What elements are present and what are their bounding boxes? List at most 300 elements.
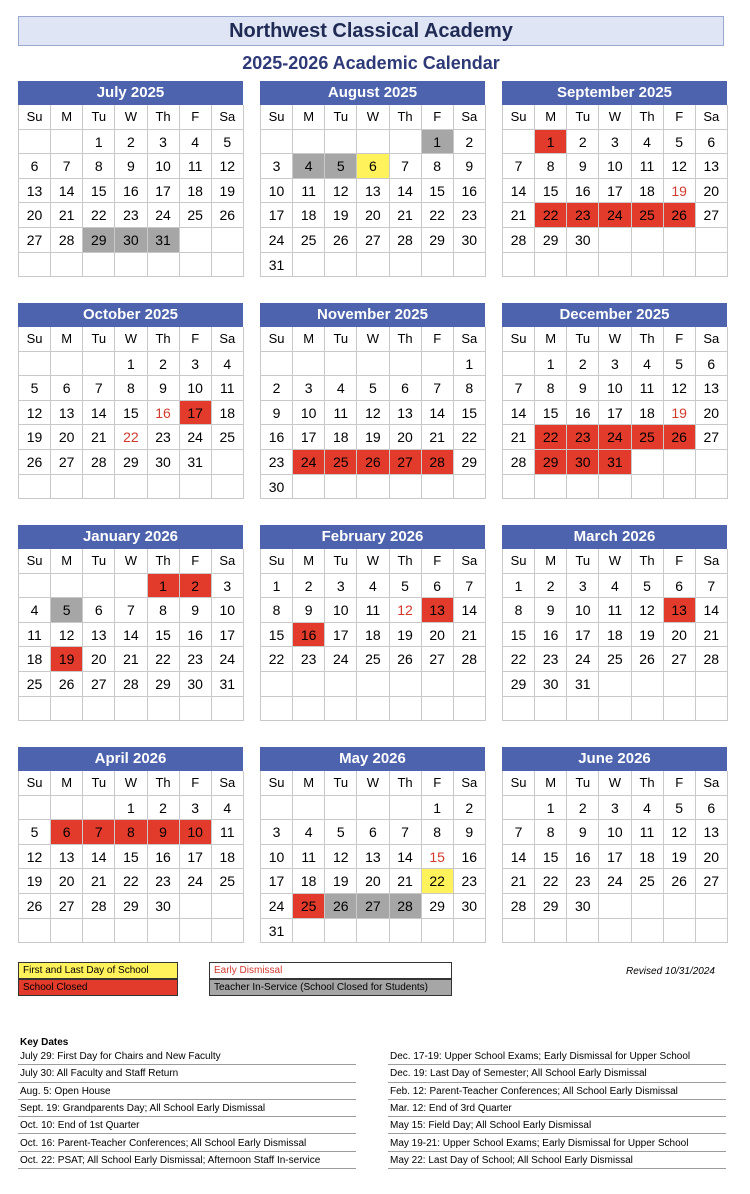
day-cell: 24 bbox=[212, 647, 244, 672]
empty-cell bbox=[325, 352, 357, 377]
day-cell: 27 bbox=[51, 894, 83, 919]
day-cell: 30 bbox=[115, 228, 147, 253]
day-cell: 12 bbox=[390, 598, 422, 623]
day-cell: 26 bbox=[325, 228, 357, 253]
legend-closed: School Closed bbox=[18, 979, 178, 996]
empty-cell bbox=[422, 697, 454, 722]
empty-cell bbox=[696, 228, 728, 253]
day-cell: 25 bbox=[632, 425, 664, 450]
day-cell: 13 bbox=[696, 154, 728, 179]
day-cell: 12 bbox=[664, 376, 696, 401]
day-cell: 7 bbox=[390, 154, 422, 179]
day-cell: 13 bbox=[422, 598, 454, 623]
day-cell: 30 bbox=[148, 450, 180, 475]
day-cell: 17 bbox=[180, 401, 212, 426]
empty-cell bbox=[567, 253, 599, 278]
month-title: September 2025 bbox=[502, 81, 727, 105]
day-cell: 6 bbox=[83, 598, 115, 623]
day-cell: 10 bbox=[261, 845, 293, 870]
day-cell: 28 bbox=[503, 228, 535, 253]
empty-cell bbox=[212, 894, 244, 919]
day-cell: 1 bbox=[115, 796, 147, 821]
empty-cell bbox=[83, 919, 115, 944]
weekday-label: Sa bbox=[454, 549, 486, 574]
weekday-label: Su bbox=[503, 771, 535, 796]
day-cell: 13 bbox=[19, 179, 51, 204]
weekday-label: Sa bbox=[212, 105, 244, 130]
day-cell: 16 bbox=[148, 845, 180, 870]
day-cell: 14 bbox=[503, 401, 535, 426]
day-cell: 19 bbox=[357, 425, 389, 450]
day-cell: 1 bbox=[503, 574, 535, 599]
day-cell: 22 bbox=[503, 647, 535, 672]
empty-cell bbox=[261, 672, 293, 697]
day-cell: 27 bbox=[696, 203, 728, 228]
day-cell: 14 bbox=[422, 401, 454, 426]
day-cell: 23 bbox=[567, 203, 599, 228]
day-cell: 20 bbox=[696, 845, 728, 870]
month-calendar bbox=[18, 525, 243, 721]
weekday-label: Th bbox=[148, 771, 180, 796]
empty-cell bbox=[115, 574, 147, 599]
day-cell: 4 bbox=[632, 796, 664, 821]
day-cell: 13 bbox=[664, 598, 696, 623]
weekday-label: Su bbox=[503, 327, 535, 352]
day-cell: 6 bbox=[696, 352, 728, 377]
empty-cell bbox=[148, 697, 180, 722]
day-cell: 13 bbox=[357, 179, 389, 204]
empty-cell bbox=[664, 450, 696, 475]
empty-cell bbox=[390, 253, 422, 278]
page-subtitle: 2025-2026 Academic Calendar bbox=[242, 53, 500, 73]
empty-cell bbox=[83, 352, 115, 377]
weekday-label: Su bbox=[261, 105, 293, 130]
weekday-label: Su bbox=[261, 771, 293, 796]
day-cell: 2 bbox=[567, 352, 599, 377]
day-cell: 2 bbox=[454, 130, 486, 155]
day-cell: 21 bbox=[503, 425, 535, 450]
day-cell: 24 bbox=[261, 228, 293, 253]
day-cell: 15 bbox=[115, 845, 147, 870]
day-cell: 6 bbox=[357, 154, 389, 179]
day-cell: 4 bbox=[599, 574, 631, 599]
day-cell: 7 bbox=[503, 820, 535, 845]
empty-cell bbox=[664, 919, 696, 944]
day-cell: 20 bbox=[51, 869, 83, 894]
day-cell: 20 bbox=[83, 647, 115, 672]
day-cell: 19 bbox=[19, 425, 51, 450]
weekday-label: Su bbox=[261, 327, 293, 352]
empty-cell bbox=[19, 253, 51, 278]
empty-cell bbox=[454, 475, 486, 500]
day-cell: 6 bbox=[696, 796, 728, 821]
day-cell: 21 bbox=[696, 623, 728, 648]
day-cell: 16 bbox=[567, 401, 599, 426]
day-cell: 26 bbox=[51, 672, 83, 697]
empty-cell bbox=[19, 475, 51, 500]
day-cell: 23 bbox=[454, 203, 486, 228]
day-cell: 14 bbox=[696, 598, 728, 623]
empty-cell bbox=[632, 672, 664, 697]
empty-cell bbox=[148, 919, 180, 944]
day-cell: 24 bbox=[599, 869, 631, 894]
day-cell: 21 bbox=[454, 623, 486, 648]
revised-date: Revised 10/31/2024 bbox=[626, 966, 715, 977]
empty-cell bbox=[115, 475, 147, 500]
day-cell: 8 bbox=[535, 154, 567, 179]
day-cell: 22 bbox=[83, 203, 115, 228]
weekday-label: F bbox=[664, 327, 696, 352]
day-cell: 24 bbox=[180, 869, 212, 894]
day-cell: 26 bbox=[357, 450, 389, 475]
day-cell: 9 bbox=[567, 376, 599, 401]
empty-cell bbox=[51, 574, 83, 599]
day-cell: 31 bbox=[599, 450, 631, 475]
empty-cell bbox=[325, 253, 357, 278]
weekday-label: W bbox=[357, 105, 389, 130]
empty-cell bbox=[293, 130, 325, 155]
empty-cell bbox=[51, 919, 83, 944]
empty-cell bbox=[180, 697, 212, 722]
day-cell: 2 bbox=[567, 130, 599, 155]
empty-cell bbox=[83, 475, 115, 500]
empty-cell bbox=[632, 894, 664, 919]
empty-cell bbox=[422, 475, 454, 500]
day-cell: 3 bbox=[180, 796, 212, 821]
empty-cell bbox=[503, 475, 535, 500]
day-cell: 5 bbox=[51, 598, 83, 623]
day-cell: 24 bbox=[325, 647, 357, 672]
empty-cell bbox=[293, 697, 325, 722]
key-date-item: Aug. 5: Open House bbox=[18, 1083, 356, 1100]
day-cell: 5 bbox=[664, 352, 696, 377]
empty-cell bbox=[325, 796, 357, 821]
day-cell: 16 bbox=[115, 179, 147, 204]
day-cell: 17 bbox=[567, 623, 599, 648]
empty-cell bbox=[696, 450, 728, 475]
day-cell: 31 bbox=[180, 450, 212, 475]
day-cell: 12 bbox=[664, 154, 696, 179]
day-cell: 9 bbox=[454, 820, 486, 845]
day-cell: 29 bbox=[148, 672, 180, 697]
key-date-item: July 30: All Faculty and Staff Return bbox=[18, 1065, 356, 1082]
weekday-label: Th bbox=[148, 105, 180, 130]
day-cell: 30 bbox=[261, 475, 293, 500]
weekday-label: Sa bbox=[212, 771, 244, 796]
day-cell: 25 bbox=[599, 647, 631, 672]
weekday-label: F bbox=[180, 327, 212, 352]
empty-cell bbox=[212, 450, 244, 475]
weekday-label: Sa bbox=[696, 105, 728, 130]
day-cell: 22 bbox=[535, 425, 567, 450]
day-cell: 15 bbox=[422, 845, 454, 870]
day-cell: 26 bbox=[632, 647, 664, 672]
day-cell: 17 bbox=[599, 179, 631, 204]
day-cell: 18 bbox=[357, 623, 389, 648]
day-cell: 16 bbox=[567, 845, 599, 870]
empty-cell bbox=[664, 253, 696, 278]
day-cell: 22 bbox=[115, 869, 147, 894]
empty-cell bbox=[696, 697, 728, 722]
empty-cell bbox=[632, 697, 664, 722]
legend-first-last: First and Last Day of School bbox=[18, 962, 178, 979]
day-cell: 24 bbox=[293, 450, 325, 475]
weekday-label: W bbox=[115, 549, 147, 574]
weekday-label: F bbox=[664, 549, 696, 574]
day-cell: 18 bbox=[632, 845, 664, 870]
day-cell: 2 bbox=[148, 352, 180, 377]
day-cell: 4 bbox=[357, 574, 389, 599]
day-cell: 3 bbox=[261, 820, 293, 845]
weekday-label: Tu bbox=[325, 105, 357, 130]
weekday-label: F bbox=[422, 327, 454, 352]
month-calendar bbox=[18, 303, 243, 499]
day-cell: 17 bbox=[148, 179, 180, 204]
month-title: December 2025 bbox=[502, 303, 727, 327]
month-calendar bbox=[260, 747, 485, 943]
empty-cell bbox=[51, 253, 83, 278]
day-cell: 31 bbox=[261, 919, 293, 944]
empty-cell bbox=[212, 253, 244, 278]
day-cell: 27 bbox=[696, 425, 728, 450]
weekday-label: Sa bbox=[454, 327, 486, 352]
day-cell: 25 bbox=[632, 203, 664, 228]
empty-cell bbox=[357, 352, 389, 377]
key-date-item: May 22: Last Day of School; All School Early Dismissal bbox=[388, 1152, 726, 1169]
weekday-label: Su bbox=[19, 105, 51, 130]
empty-cell bbox=[390, 672, 422, 697]
day-cell: 17 bbox=[599, 401, 631, 426]
day-cell: 31 bbox=[567, 672, 599, 697]
day-cell: 9 bbox=[567, 820, 599, 845]
key-date-item: Oct. 10: End of 1st Quarter bbox=[18, 1117, 356, 1134]
key-date-item: Dec. 19: Last Day of Semester; All School Early Dismissal bbox=[388, 1065, 726, 1082]
day-cell: 12 bbox=[19, 401, 51, 426]
day-cell: 17 bbox=[180, 845, 212, 870]
day-cell: 11 bbox=[180, 154, 212, 179]
day-cell: 6 bbox=[19, 154, 51, 179]
day-cell: 25 bbox=[293, 894, 325, 919]
day-cell: 12 bbox=[664, 820, 696, 845]
weekday-label: Th bbox=[390, 327, 422, 352]
day-cell: 17 bbox=[261, 203, 293, 228]
weekday-label: Sa bbox=[696, 771, 728, 796]
empty-cell bbox=[632, 253, 664, 278]
empty-cell bbox=[19, 697, 51, 722]
day-cell: 15 bbox=[535, 401, 567, 426]
day-cell: 21 bbox=[503, 869, 535, 894]
day-cell: 8 bbox=[503, 598, 535, 623]
day-cell: 25 bbox=[180, 203, 212, 228]
day-cell: 11 bbox=[632, 154, 664, 179]
day-cell: 18 bbox=[212, 845, 244, 870]
day-cell: 13 bbox=[696, 820, 728, 845]
day-cell: 20 bbox=[696, 179, 728, 204]
day-cell: 15 bbox=[535, 845, 567, 870]
day-cell: 25 bbox=[19, 672, 51, 697]
day-cell: 17 bbox=[599, 845, 631, 870]
page-title: Northwest Classical Academy bbox=[18, 16, 724, 46]
empty-cell bbox=[180, 919, 212, 944]
weekday-label: W bbox=[357, 327, 389, 352]
day-cell: 4 bbox=[212, 796, 244, 821]
day-cell: 11 bbox=[212, 376, 244, 401]
month-calendar bbox=[502, 525, 727, 721]
empty-cell bbox=[632, 475, 664, 500]
day-cell: 27 bbox=[83, 672, 115, 697]
key-date-item: Dec. 17-19: Upper School Exams; Early Dismissal for Upper School bbox=[388, 1048, 726, 1065]
empty-cell bbox=[422, 352, 454, 377]
day-cell: 31 bbox=[148, 228, 180, 253]
day-cell: 10 bbox=[599, 820, 631, 845]
weekday-label: F bbox=[422, 105, 454, 130]
day-cell: 29 bbox=[535, 894, 567, 919]
day-cell: 9 bbox=[454, 154, 486, 179]
day-cell: 15 bbox=[503, 623, 535, 648]
empty-cell bbox=[83, 796, 115, 821]
day-cell: 4 bbox=[632, 352, 664, 377]
day-cell: 2 bbox=[148, 796, 180, 821]
empty-cell bbox=[357, 796, 389, 821]
day-cell: 17 bbox=[261, 869, 293, 894]
weekday-label: Tu bbox=[567, 771, 599, 796]
legend-early-dismissal: Early Dismissal bbox=[209, 962, 452, 979]
weekday-label: Tu bbox=[83, 105, 115, 130]
day-cell: 2 bbox=[115, 130, 147, 155]
empty-cell bbox=[83, 253, 115, 278]
month-title: November 2025 bbox=[260, 303, 485, 327]
day-cell: 27 bbox=[390, 450, 422, 475]
day-cell: 17 bbox=[293, 425, 325, 450]
day-cell: 23 bbox=[148, 425, 180, 450]
day-cell: 5 bbox=[632, 574, 664, 599]
empty-cell bbox=[454, 253, 486, 278]
day-cell: 22 bbox=[422, 203, 454, 228]
day-cell: 26 bbox=[212, 203, 244, 228]
empty-cell bbox=[664, 697, 696, 722]
empty-cell bbox=[567, 919, 599, 944]
empty-cell bbox=[148, 253, 180, 278]
day-cell: 10 bbox=[212, 598, 244, 623]
empty-cell bbox=[567, 697, 599, 722]
empty-cell bbox=[19, 796, 51, 821]
day-cell: 14 bbox=[503, 179, 535, 204]
weekday-label: Th bbox=[632, 105, 664, 130]
weekday-label: M bbox=[535, 549, 567, 574]
weekday-label: Sa bbox=[454, 105, 486, 130]
day-cell: 19 bbox=[325, 869, 357, 894]
weekday-label: Sa bbox=[454, 771, 486, 796]
day-cell: 26 bbox=[664, 203, 696, 228]
day-cell: 15 bbox=[535, 179, 567, 204]
empty-cell bbox=[212, 697, 244, 722]
day-cell: 6 bbox=[390, 376, 422, 401]
month-title: July 2025 bbox=[18, 81, 243, 105]
day-cell: 3 bbox=[599, 352, 631, 377]
day-cell: 22 bbox=[535, 869, 567, 894]
weekday-label: W bbox=[599, 327, 631, 352]
day-cell: 23 bbox=[567, 425, 599, 450]
weekday-label: F bbox=[664, 105, 696, 130]
day-cell: 11 bbox=[325, 401, 357, 426]
empty-cell bbox=[293, 672, 325, 697]
weekday-label: Tu bbox=[567, 105, 599, 130]
day-cell: 29 bbox=[115, 450, 147, 475]
day-cell: 23 bbox=[148, 869, 180, 894]
empty-cell bbox=[51, 796, 83, 821]
day-cell: 3 bbox=[261, 154, 293, 179]
empty-cell bbox=[83, 574, 115, 599]
day-cell: 11 bbox=[599, 598, 631, 623]
day-cell: 23 bbox=[567, 869, 599, 894]
day-cell: 9 bbox=[148, 376, 180, 401]
day-cell: 16 bbox=[535, 623, 567, 648]
empty-cell bbox=[390, 130, 422, 155]
month-calendar bbox=[18, 81, 243, 277]
day-cell: 24 bbox=[148, 203, 180, 228]
day-cell: 22 bbox=[261, 647, 293, 672]
empty-cell bbox=[212, 475, 244, 500]
empty-cell bbox=[632, 450, 664, 475]
day-cell: 8 bbox=[454, 376, 486, 401]
empty-cell bbox=[325, 919, 357, 944]
empty-cell bbox=[599, 919, 631, 944]
empty-cell bbox=[390, 919, 422, 944]
day-cell: 10 bbox=[148, 154, 180, 179]
month-day-grid bbox=[18, 771, 243, 943]
day-cell: 10 bbox=[599, 154, 631, 179]
day-cell: 16 bbox=[454, 845, 486, 870]
day-cell: 1 bbox=[535, 352, 567, 377]
day-cell: 6 bbox=[664, 574, 696, 599]
empty-cell bbox=[115, 253, 147, 278]
empty-cell bbox=[325, 697, 357, 722]
day-cell: 26 bbox=[664, 869, 696, 894]
day-cell: 2 bbox=[454, 796, 486, 821]
day-cell: 3 bbox=[148, 130, 180, 155]
day-cell: 27 bbox=[664, 647, 696, 672]
month-calendar bbox=[502, 747, 727, 943]
empty-cell bbox=[390, 352, 422, 377]
day-cell: 23 bbox=[180, 647, 212, 672]
weekday-label: Sa bbox=[212, 549, 244, 574]
empty-cell bbox=[261, 352, 293, 377]
empty-cell bbox=[535, 697, 567, 722]
day-cell: 5 bbox=[19, 376, 51, 401]
day-cell: 29 bbox=[535, 228, 567, 253]
empty-cell bbox=[390, 697, 422, 722]
day-cell: 30 bbox=[180, 672, 212, 697]
weekday-label: Th bbox=[390, 549, 422, 574]
day-cell: 5 bbox=[19, 820, 51, 845]
day-cell: 6 bbox=[51, 820, 83, 845]
day-cell: 14 bbox=[51, 179, 83, 204]
day-cell: 8 bbox=[115, 376, 147, 401]
month-day-grid bbox=[502, 771, 727, 943]
day-cell: 13 bbox=[357, 845, 389, 870]
empty-cell bbox=[51, 697, 83, 722]
day-cell: 20 bbox=[390, 425, 422, 450]
empty-cell bbox=[390, 796, 422, 821]
empty-cell bbox=[357, 253, 389, 278]
weekday-label: M bbox=[535, 327, 567, 352]
day-cell: 20 bbox=[51, 425, 83, 450]
day-cell: 23 bbox=[115, 203, 147, 228]
empty-cell bbox=[293, 919, 325, 944]
day-cell: 13 bbox=[51, 401, 83, 426]
day-cell: 12 bbox=[212, 154, 244, 179]
empty-cell bbox=[357, 130, 389, 155]
